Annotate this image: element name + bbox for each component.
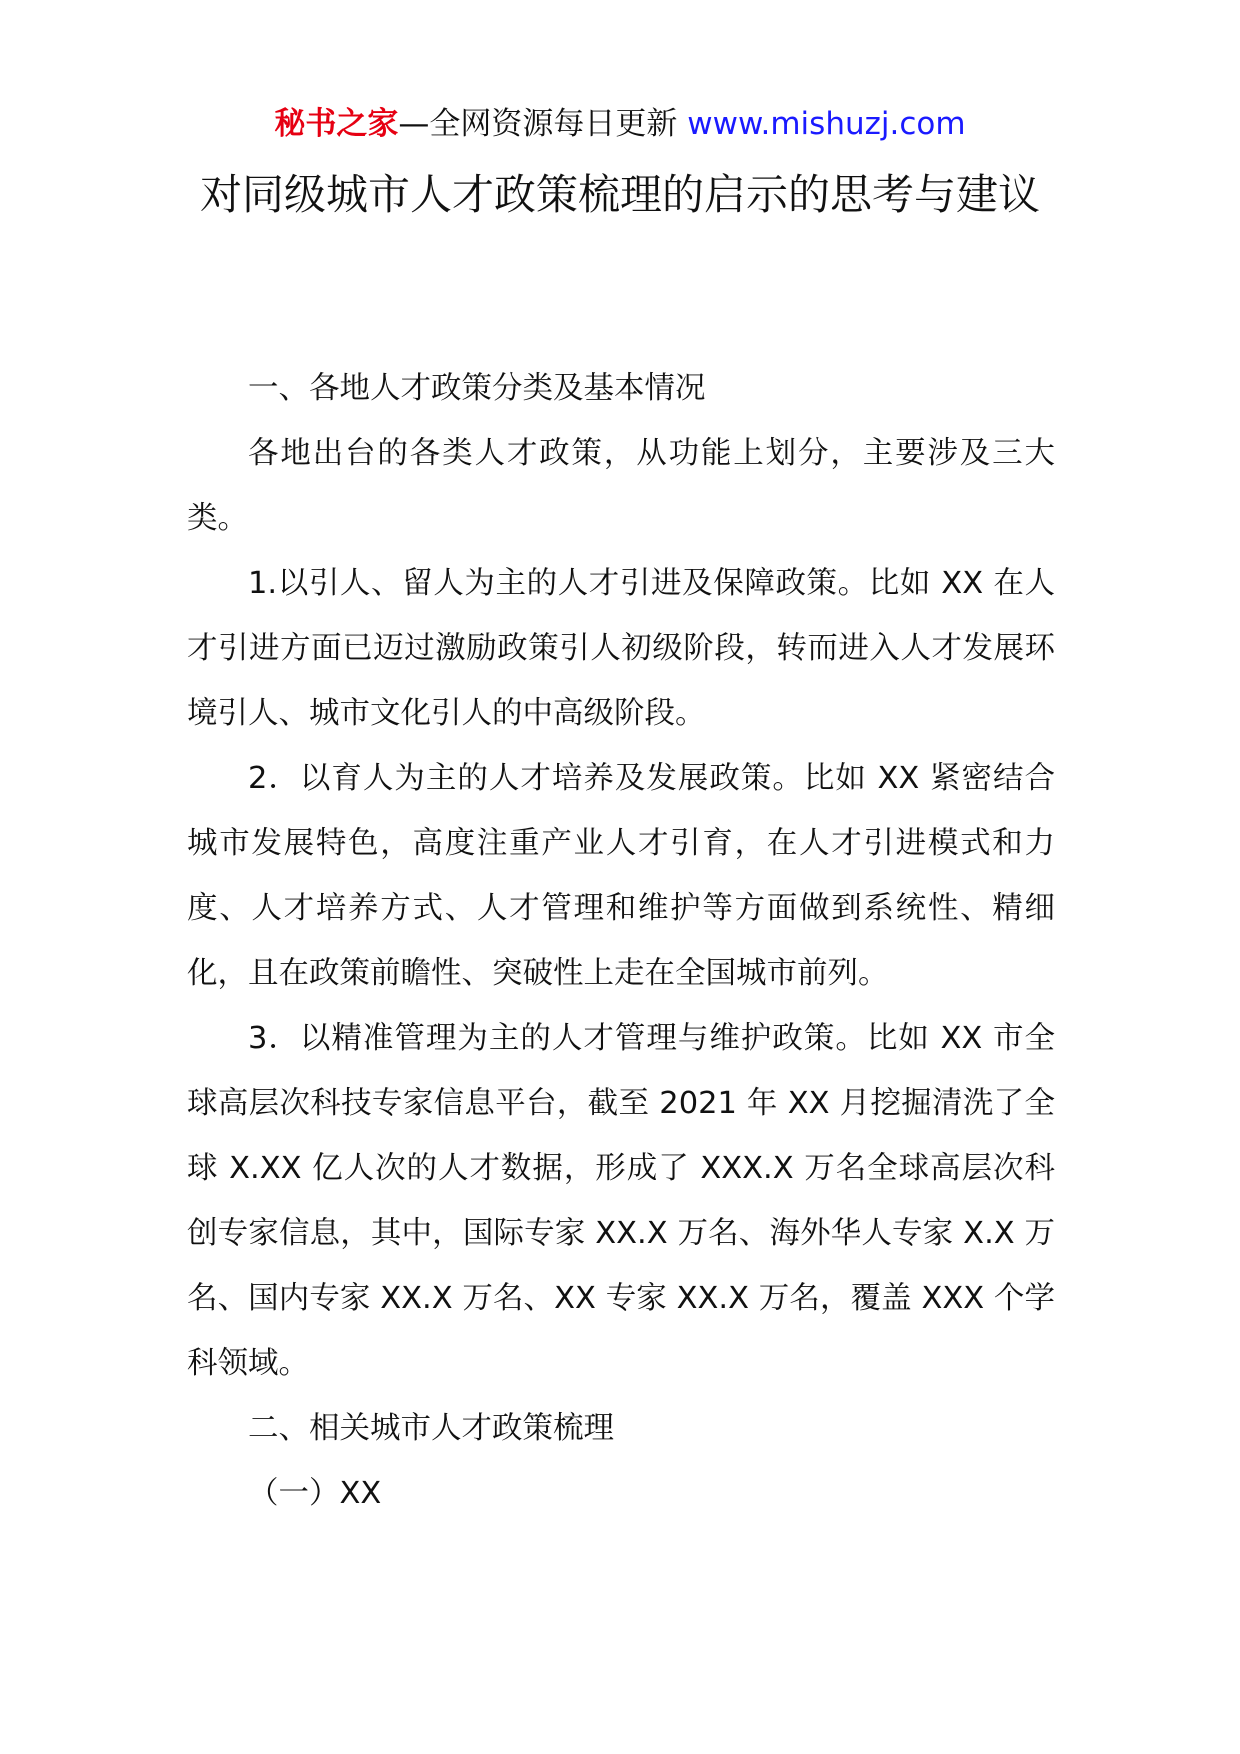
paragraph-item-2: 2．以育人为主的人才培养及发展政策。比如 XX 紧密结合城市发展特色，高度注重产业人才引育，在人才引进模式和力度、人才培养方式、人才管理和维护等方面做到系统性、精细化，且在政策前瞻性、突破性上走在全国城市前列。 bbox=[187, 761, 1055, 991]
subsection-heading-1: （一）XX bbox=[248, 1476, 382, 1511]
header-tagline: —全网资源每日更新 bbox=[398, 106, 678, 142]
site-url-link[interactable]: www.mishuzj.com bbox=[687, 106, 966, 142]
section-heading-1: 一、各地人才政策分类及基本情况 bbox=[248, 371, 706, 406]
document-body bbox=[187, 356, 1055, 1526]
section-heading-2: 二、相关城市人才政策梳理 bbox=[248, 1411, 614, 1446]
site-header bbox=[0, 100, 1240, 148]
paragraph-intro: 各地出台的各类人才政策，从功能上划分，主要涉及三大类。 bbox=[187, 436, 1055, 536]
document-title: 对同级城市人才政策梳理的启示的思考与建议 bbox=[199, 170, 1040, 219]
paragraph-item-1: 1.以引人、留人为主的人才引进及保障政策。比如 XX 在人才引进方面已迈过激励政策引人初级阶段，转而进入人才发展环境引人、城市文化引人的中高级阶段。 bbox=[187, 566, 1055, 731]
paragraph-item-3: 3．以精准管理为主的人才管理与维护政策。比如 XX 市全球高层次科技专家信息平台，截至 2021 年 XX 月挖掘清洗了全球 X.XX 亿人次的人才数据，形成了 XXX.X 万名全球高层次科创专家信息，其中，国际专家 XX.X 万名、海外华人专家 X.X 万名、国内专家 XX.X 万名、XX 专家 XX.X 万名，覆盖 XXX 个学科领域。 bbox=[187, 1021, 1055, 1381]
brand-name: 秘书之家 bbox=[274, 106, 399, 142]
